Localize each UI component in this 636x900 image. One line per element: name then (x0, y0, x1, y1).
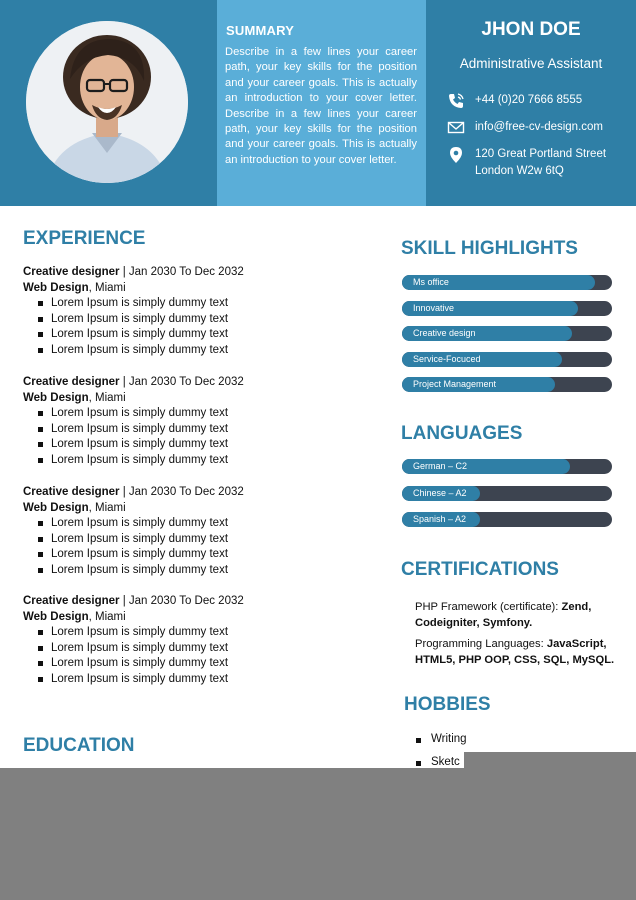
job-dates: | Jan 2030 To Dec 2032 (119, 266, 244, 278)
language-label: Spanish – A2 (413, 514, 467, 524)
skill-bar (402, 352, 612, 367)
list-item: Lorem Ipsum is simply dummy text (23, 563, 353, 579)
job-position: Creative designer (23, 595, 120, 607)
skill-label: Service-Focuced (413, 354, 481, 364)
experience-title: EXPERIENCE (23, 228, 146, 249)
header (0, 0, 636, 206)
candidate-name: JHON DOE (481, 19, 581, 40)
skill-bar (402, 377, 612, 392)
language-label: German – C2 (413, 461, 468, 471)
language-label: Chinese – A2 (413, 488, 467, 498)
job-dates: | Jan 2030 To Dec 2032 (119, 376, 244, 388)
certifications-title: CERTIFICATIONS (401, 559, 559, 580)
address-line1: 120 Great Portland Street (475, 148, 607, 160)
job-position: Creative designer (23, 486, 120, 498)
job-company: Web Design (23, 391, 89, 404)
job-company: Web Design (23, 501, 89, 514)
summary-title: SUMMARY (226, 23, 295, 38)
job-location: , Miami (88, 610, 126, 623)
skill-label: Project Management (413, 379, 497, 389)
list-item: Lorem Ipsum is simply dummy text (23, 672, 353, 688)
hobby-label: Writing (431, 733, 467, 745)
job-company: Web Design (23, 281, 89, 294)
list-item: Lorem Ipsum is simply dummy text (23, 547, 353, 563)
list-item: Lorem Ipsum is simply dummy text (23, 656, 353, 672)
address-line2: London W2w 6tQ (475, 165, 564, 177)
list-item: Lorem Ipsum is simply dummy text (23, 641, 353, 657)
job-entry (23, 594, 353, 688)
list-item: Lorem Ipsum is simply dummy text (23, 453, 353, 469)
job-location: , Miami (88, 391, 126, 404)
job-location: , Miami (88, 281, 126, 294)
certification-prefix: PHP Framework (certificate): (415, 601, 562, 613)
phone-icon (447, 92, 465, 110)
hobby-item (416, 733, 467, 745)
list-item: Lorem Ipsum is simply dummy text (23, 437, 353, 453)
certification-detail: JavaScript, HTML5, PHP OOP, CSS, SQL, MySQL. (415, 638, 615, 666)
certification-prefix: Programming Languages: (415, 638, 547, 650)
location-pin-icon (447, 146, 465, 164)
email-text[interactable]: info@free-cv-design.com (475, 121, 603, 133)
language-bar (402, 459, 612, 474)
list-item: Lorem Ipsum is simply dummy text (23, 516, 353, 532)
hobby-item (416, 756, 460, 768)
language-bar (402, 486, 612, 501)
page-cutoff (0, 768, 636, 900)
hobby-label: Sketc (431, 756, 460, 768)
languages-title: LANGUAGES (401, 423, 523, 444)
list-item: Lorem Ipsum is simply dummy text (23, 343, 353, 359)
list-item: Lorem Ipsum is simply dummy text (23, 296, 353, 312)
job-position: Creative designer (23, 266, 120, 278)
list-item: Lorem Ipsum is simply dummy text (23, 312, 353, 328)
certification-item (415, 599, 615, 631)
skill-label: Innovative (413, 303, 455, 313)
skill-bar (402, 301, 612, 316)
job-position: Creative designer (23, 376, 120, 388)
list-item: Lorem Ipsum is simply dummy text (23, 532, 353, 548)
education-title: EDUCATION (23, 735, 135, 756)
certification-detail: Zend, Codeigniter, Symfony. (415, 601, 592, 629)
job-location: , Miami (88, 501, 126, 514)
list-item: Lorem Ipsum is simply dummy text (23, 327, 353, 343)
skill-bar (402, 275, 612, 290)
job-company: Web Design (23, 610, 89, 623)
job-entry (23, 485, 353, 579)
candidate-role: Administrative Assistant (459, 56, 603, 71)
job-dates: | Jan 2030 To Dec 2032 (119, 486, 244, 498)
certification-item (415, 636, 615, 668)
envelope-icon (447, 119, 465, 137)
skills-title: SKILL HIGHLIGHTS (401, 238, 578, 259)
phone-text: +44 (0)20 7666 8555 (475, 94, 583, 106)
skill-bar (402, 326, 612, 341)
language-bar (402, 512, 612, 527)
summary-text: Describe in a few lines your career path, your key skills for the position and your career goals. This is actually an introduction to your cover letter. Describe in a few lines your career path, your key skills for the position and your career goals. This is actually an introduction to your cover letter. (225, 46, 417, 166)
list-item: Lorem Ipsum is simply dummy text (23, 422, 353, 438)
list-item: Lorem Ipsum is simply dummy text (23, 625, 353, 641)
skill-label: Ms office (413, 277, 449, 287)
skill-label: Creative design (413, 328, 476, 338)
job-entry (23, 265, 353, 359)
job-entry (23, 375, 353, 469)
job-dates: | Jan 2030 To Dec 2032 (119, 595, 244, 607)
list-item: Lorem Ipsum is simply dummy text (23, 406, 353, 422)
hobbies-title: HOBBIES (404, 694, 491, 715)
avatar (26, 21, 188, 183)
